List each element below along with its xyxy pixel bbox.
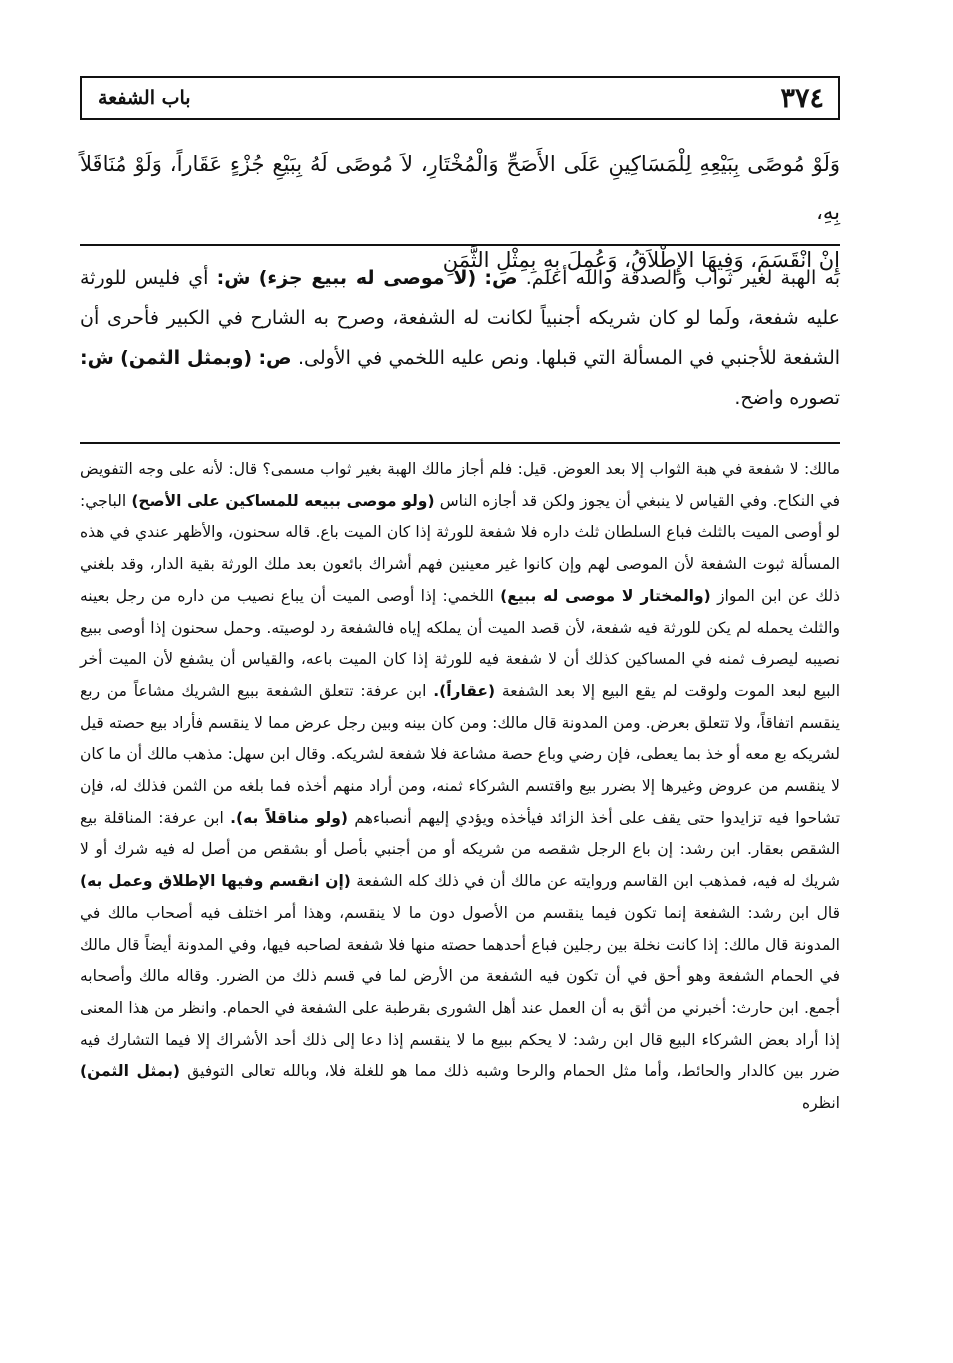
page-number: ٣٧٤: [780, 82, 824, 114]
hashiya-footnotes: [80, 454, 840, 1120]
sharh-text: أي فليس للورثة عليه شفعة، ولَما لو كان شريكه أجنبياً لكانت له الشفعة، وصرح به الشارح في الكبير فأحرى أن الشفعة للأجنبي في المسألة التي قبلها. ونص عليه اللخمي في الأولى.: [80, 267, 841, 369]
quoted-matn: (ولو مناقلاً به).: [230, 808, 348, 827]
quoted-matn: (وبمثل الثمن): [120, 347, 253, 369]
sharh-text: تصوره واضح.: [734, 387, 840, 409]
hashiya-paragraph: [80, 454, 840, 1120]
divider: [80, 244, 840, 246]
sharh-text: به الهبة لغير ثواب والصدقة والله أعلم.: [525, 267, 840, 289]
hashiya-text: مالك: لا شفعة في هبة الثواب إلا بعد العوض. قيل: فلم أجاز مالك الهبة بغير ثواب مسمى؟ قال: لأنه على وجه التفويض في النكاح. وفي القياس لا ينبغي أن يجوز ولكن قد أجازه الناس: [80, 460, 840, 510]
quoted-matn: (إن انقسم وفيها الإطلاق وعمل به): [80, 872, 351, 891]
quoted-matn: (بمثل الثمن): [80, 1062, 181, 1081]
divider: [80, 442, 840, 444]
shin-marker: ش:: [216, 267, 251, 289]
hashiya-text: قال ابن رشد: الشفعة إنما تكون فيما ينقسم من الأصول دون ما لا ينقسم، وهذا أمر اختلف فيه أصحاب مالك في المدونة قال مالك: إذا كانت نخلة بين رجلين فباع أحدهما حصته منها فلا شفعة لصاحبه فيها، وفي المدونة أيضاً قال مالك في الحمام الشفعة وهو أحق في أن تكون فيه الشفعة من الأرض لما في قسم ذلك من الضرر. وقاله مالك وأصحابه أجمع. ابن حارث: أخبرني من أثق به أن العمل عند أهل الشورى بقرطبة على الشفعة في الحمام. وانظر من هذا المعنى إذا أراد بعض الشركاء البيع قال ابن رشد: لا يحكم ببيع ما لا ينقسم إذا دعا إلى ذلك أحد الأشراك إلا فيما التشارك فيه ضرر بين كالدار والحائط، وأما مثل الحمام والرحا وشبه ذلك مما هو للغلة فلا، وبالله تعالى التوفيق: [80, 903, 840, 1081]
hashiya-text: انظره: [801, 1094, 840, 1113]
sharh-paragraph: [80, 258, 840, 418]
shin-marker: ش:: [80, 347, 114, 369]
sad-marker: ص:: [484, 267, 518, 289]
hashiya-text: الباجي: لو أوصى الميت بالثلث فباع السلطان ثلث داره فلا شفعة للورثة إذا كان الميت باع. قاله سحنون، والأظهر عندي في هذه المسألة ثبوت الشفعة لأن الموصى لهم وإن كانوا غير معينين فهم أشراك بائعون بعد ملك الورثة بقية الدار، وقد بلغني ذلك عن ابن المواز: [80, 491, 841, 605]
sad-marker: ص:: [258, 347, 292, 369]
hashiya-text: اللخمي: إذا أوصى الميت أن يباع نصيب من داره من رجل بعينه والثلث يحمله لم يكن للورثة فيه شفعة، لأن قصد الميت أن يملكه إياه فالشفعة رد لوصيته. وحمل سحنون إذا أوصى ببيع نصيبه ليصرف ثمنه في المساكين كذلك أن لا شفعة فيه للورثة إذا كان الميت باعه، والقياس أن يشفع لأن الميت أخر البيع لبعد الموت ولوقت لم يقع البيع إلا بعد الشفعة: [80, 586, 840, 700]
page-header: [80, 76, 840, 120]
hashiya-text: ابن عرفة: المناقلة بيع الشقص بعقار. ابن رشد: إن باع الرجل شقصه من شريكه أو من أجنبي بأصل أو بشقص من أصل له فيه شرك أو لا شريك له فيه، فمذهب ابن القاسم وروايته عن مالك أن في ذلك كله الشفعة: [80, 808, 840, 891]
hashiya-text: ابن عرفة: تتعلق الشفعة ببيع الشريك مشاعاً من ربع ينقسم اتفاقاً، ولا تتعلق بعرض. ومن المدونة قال مالك: ومن كان بينه وبين رجل عرض مما لا ينقسم فأراد بيع حصته قيل لشريكه بع معه أو خذ بما يعطى، فإن رضي وباع حصة مشاعة فلا شفعة لشريكه. وقال ابن سهل: مذهب مالك أن ما كان لا ينقسم من عروض وغيرها إلا بضرر بيع واقتسم الشركاء ثمنه، ومن أراد منهم أخذه فما بلغه من الثمن فذلك له، فإن تشاحوا فيه تزايدوا حتى يقف على أخذ الزائد فيأخذه ويؤدي إليهم أنصباءهم: [80, 681, 841, 827]
quoted-matn: (لا موصى له ببيع جزء): [258, 267, 477, 289]
matn-line: إِنْ انْقَسَمَ، وَفِيهَا الإِطْلاَقُ، وَعُمِلَ بِهِ بِمِثْلِ الثَّمَنِ: [442, 248, 840, 272]
matn-line: وَلَوْ مُوصًى بِبَيْعِهِ لِلْمَسَاكِينِ عَلَى الأَصَحِّ وَالْمُخْتَارِ، لاَ مُوصًى لَهُ بِبَيْعِ جُزْءٍ عَقَاراً، وَلَوْ مُنَاقَلاً بِهِ،: [80, 152, 840, 224]
sharh-commentary: [80, 258, 840, 418]
chapter-title: باب الشفعة: [98, 87, 191, 109]
quoted-matn: (والمختار لا موصى له ببيع): [500, 586, 711, 605]
quoted-matn: (عقاراً).: [433, 681, 496, 700]
quoted-matn: (ولو موصى ببيعه للمساكين على الأصح): [131, 491, 435, 510]
